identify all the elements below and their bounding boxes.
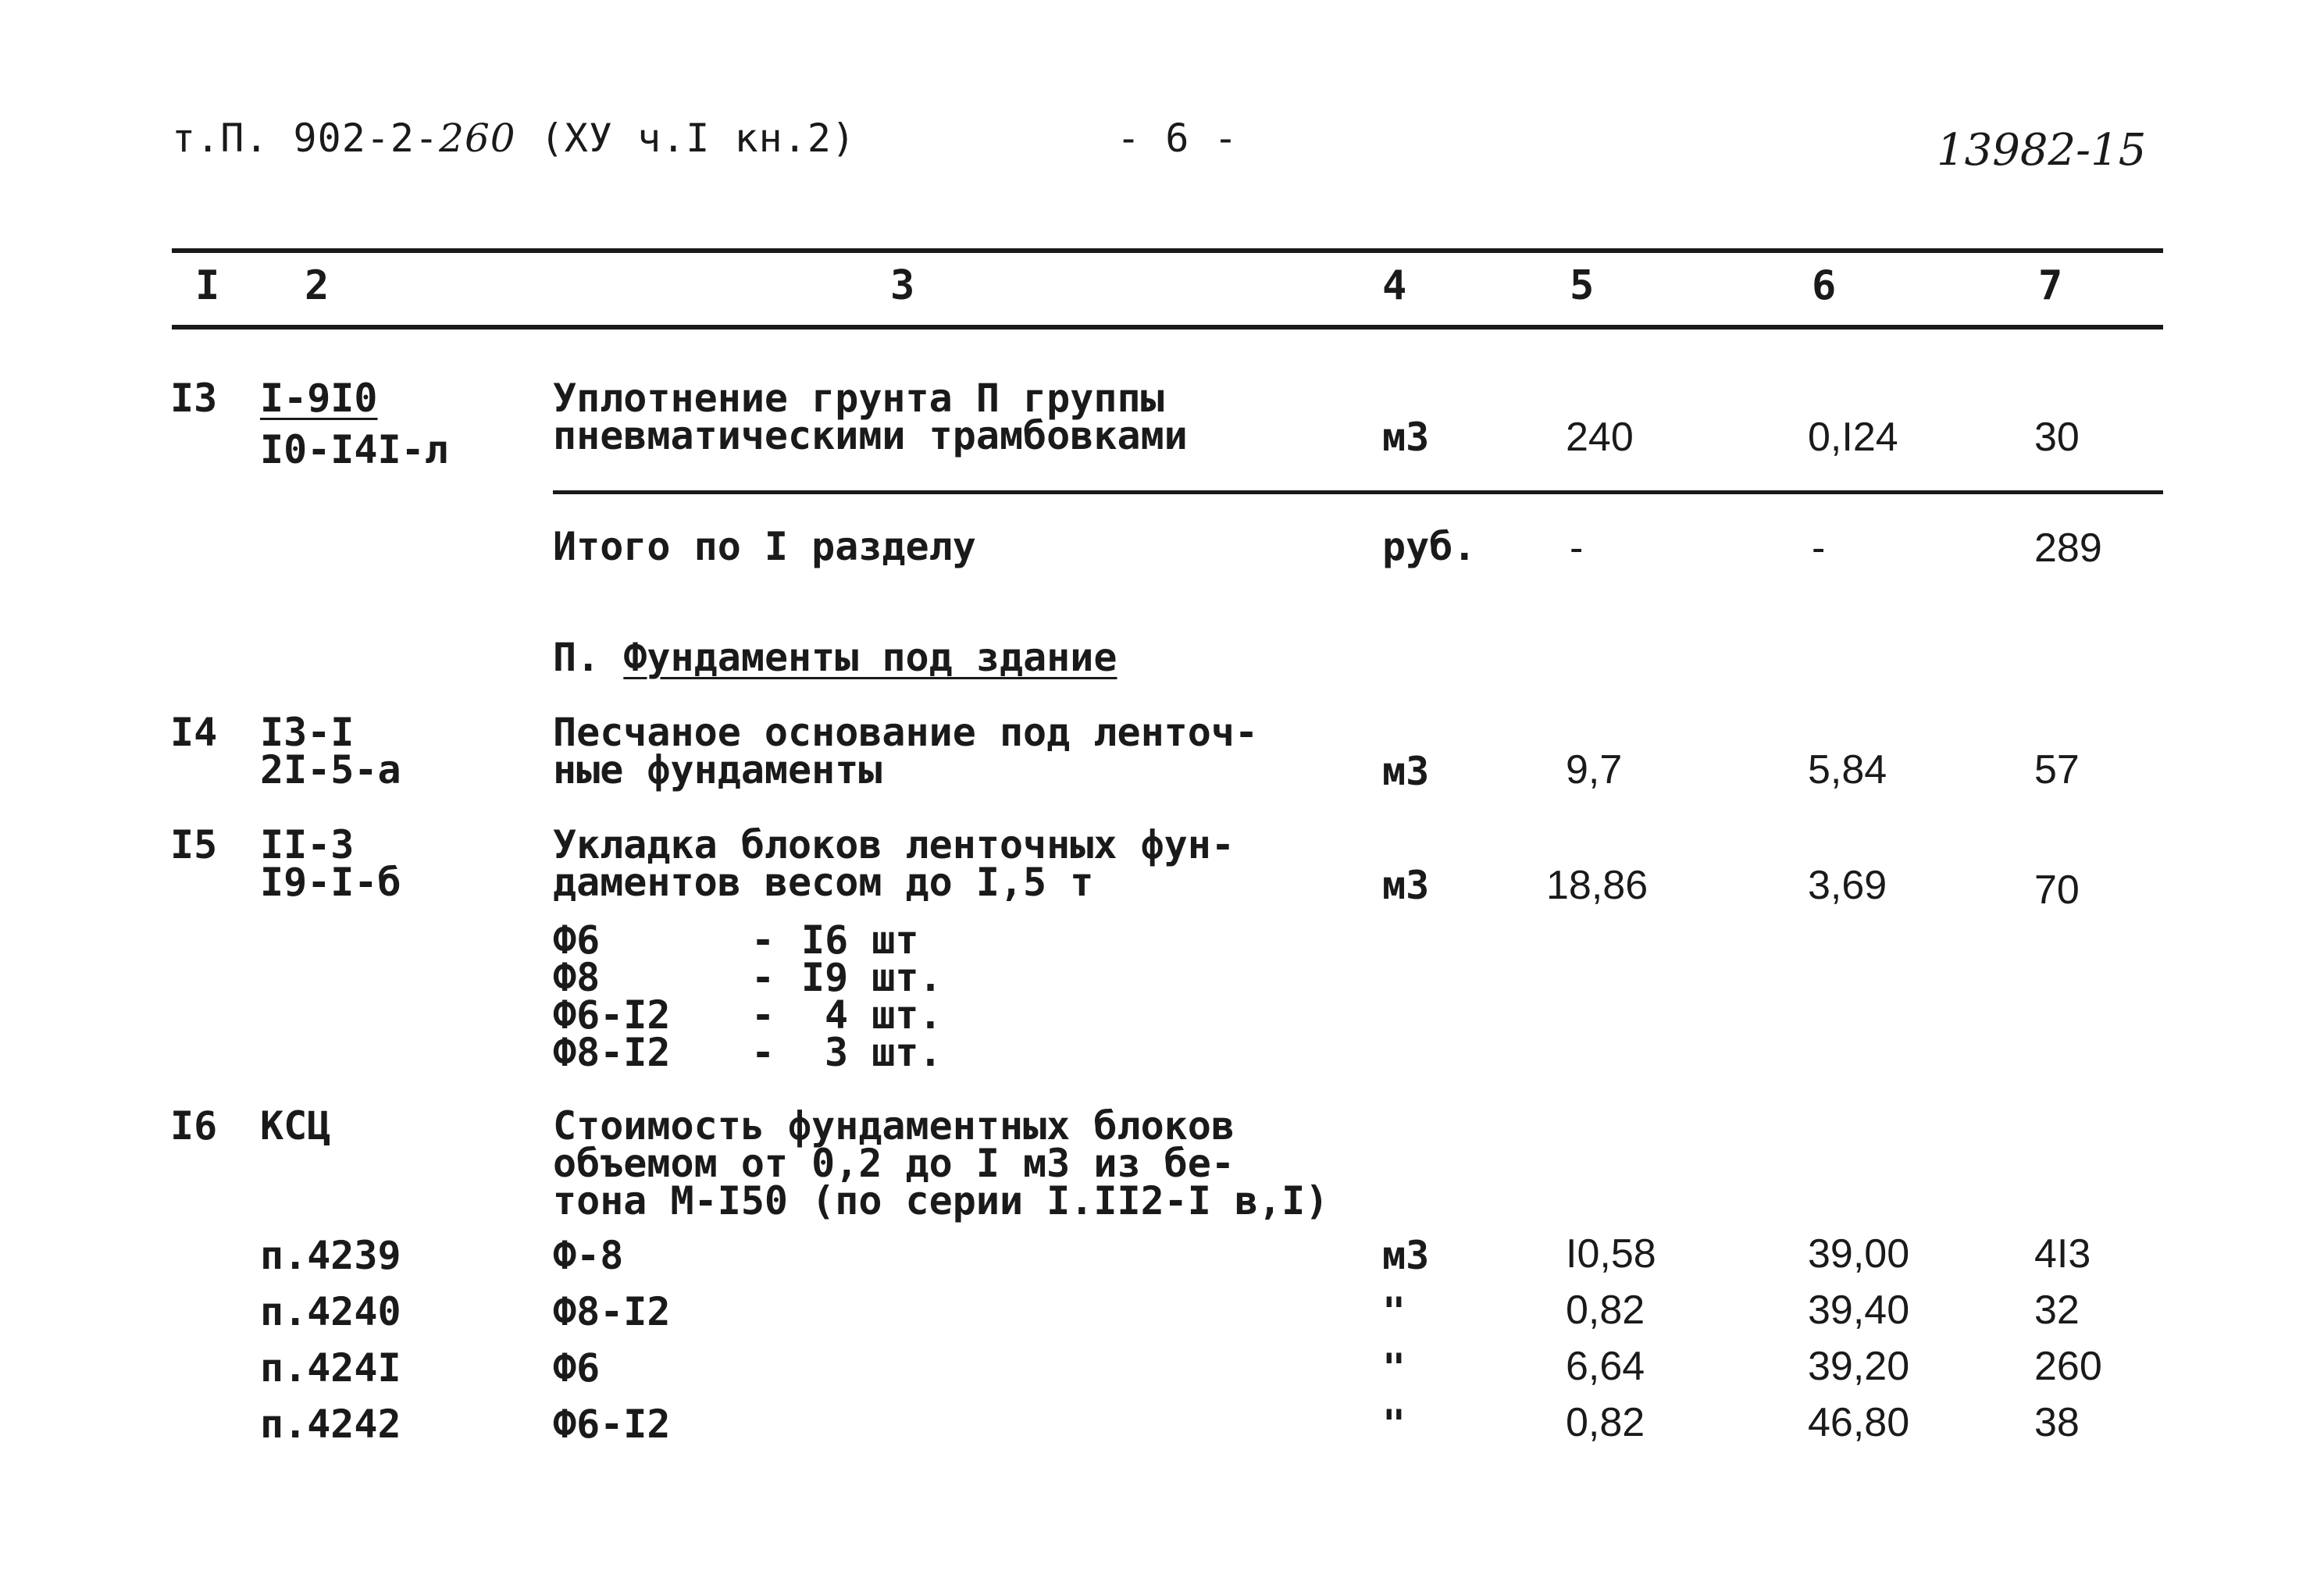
block-item-count: 4 шт. — [825, 992, 943, 1038]
row-16-description-1: Стоимость фундаментных блоков — [553, 1103, 1235, 1149]
column-header-2: 2 — [305, 262, 330, 309]
price-line-quantity: 6,64 — [1566, 1344, 1645, 1389]
row-15-total: 70 — [2034, 867, 2080, 913]
row-13-total: 30 — [2034, 415, 2080, 460]
price-line-total: 32 — [2034, 1288, 2080, 1333]
row-15-unit: м3 — [1382, 863, 1430, 908]
block-item-name: Ф6 — [553, 917, 601, 963]
row-16-number: I6 — [170, 1103, 218, 1149]
price-line-unit: " — [1382, 1402, 1406, 1447]
price-line-quantity: I0,58 — [1566, 1231, 1656, 1277]
row-14-code-1: I3-I — [260, 710, 355, 755]
page-number: - 6 - — [1117, 116, 1239, 161]
price-line-name: Ф8-I2 — [553, 1289, 671, 1334]
section-title: Фундаменты под здание — [623, 635, 1117, 680]
subtotal-quantity: - — [1570, 525, 1584, 571]
block-item-name: Ф8 — [553, 955, 601, 1000]
block-item-dash: - — [751, 992, 775, 1038]
price-line-name: Ф-8 — [553, 1233, 624, 1278]
row-14-unit: м3 — [1382, 749, 1430, 794]
row-13-code-1: I-9I0 — [260, 376, 378, 421]
row-14-unit-price: 5,84 — [1808, 747, 1887, 793]
price-line-price: 46,80 — [1808, 1400, 1910, 1445]
price-line-quantity: 0,82 — [1566, 1288, 1645, 1333]
price-line-code: п.424I — [260, 1345, 401, 1391]
price-line-name: Ф6 — [553, 1345, 601, 1391]
price-line-unit: м3 — [1382, 1233, 1430, 1278]
row-13-description-2: пневматическими трамбовками — [553, 413, 1188, 458]
block-item-dash: - — [751, 955, 775, 1000]
archive-stamp-number: 13982-15 — [1937, 125, 2147, 176]
block-item-count: 3 шт. — [825, 1030, 943, 1075]
document-code-handwritten: 260 — [439, 116, 516, 161]
subtotal-label: Итого по I разделу — [553, 524, 976, 569]
row-13-description-1: Уплотнение грунта П группы — [553, 376, 1164, 421]
subtotal-unit: руб. — [1382, 524, 1477, 569]
price-line-unit: " — [1382, 1345, 1406, 1391]
row-13-quantity: 240 — [1566, 415, 1634, 460]
price-line-unit: " — [1382, 1289, 1406, 1334]
price-line-total: 260 — [2034, 1344, 2102, 1389]
row-16-code: КСЦ — [260, 1103, 331, 1149]
row-15-quantity: 18,86 — [1546, 863, 1649, 908]
row-16-description-3: тона М-I50 (по серии I.II2-I в,I) — [553, 1178, 1329, 1224]
block-item-count: I6 шт — [801, 917, 919, 963]
document-code-prefix: т.П. 902-2- — [172, 116, 440, 161]
row-14-description-1: Песчаное основание под ленточ- — [553, 710, 1259, 755]
row-14-quantity: 9,7 — [1566, 747, 1623, 793]
price-line-code: п.4239 — [260, 1233, 401, 1278]
block-item-dash: - — [751, 1030, 775, 1075]
column-header-1: I — [195, 262, 220, 309]
row-15-description-2: даментов весом до I,5 т — [553, 860, 1094, 905]
price-line-total: 4I3 — [2034, 1231, 2091, 1277]
section-heading — [553, 635, 1117, 680]
price-line-price: 39,00 — [1808, 1231, 1910, 1277]
row-14-number: I4 — [170, 710, 218, 755]
row-15-unit-price: 3,69 — [1808, 863, 1887, 908]
row-15-code-2: I9-I-б — [260, 860, 401, 905]
row-14-total: 57 — [2034, 747, 2080, 793]
price-line-code: п.4242 — [260, 1402, 401, 1447]
row-13-unit: м3 — [1382, 415, 1430, 460]
price-line-total: 38 — [2034, 1400, 2080, 1445]
document-code-suffix: (ХУ ч.I кн.2) — [540, 116, 857, 161]
subtotal-rule — [553, 490, 2163, 494]
subtotal-price: - — [1812, 525, 1826, 571]
document-code — [172, 116, 856, 161]
column-header-6: 6 — [1812, 262, 1837, 309]
table-header-rule — [172, 325, 2163, 329]
row-13-code-2: I0-I4I-л — [260, 427, 448, 472]
row-15-description-1: Укладка блоков ленточных фун- — [553, 822, 1235, 867]
column-header-4: 4 — [1382, 262, 1407, 309]
section-number: П. — [553, 635, 601, 680]
block-item-name: Ф6-I2 — [553, 992, 671, 1038]
row-15-code-1: II-3 — [260, 822, 355, 867]
row-13-number: I3 — [170, 376, 218, 421]
table-top-rule — [172, 248, 2163, 253]
price-line-name: Ф6-I2 — [553, 1402, 671, 1447]
column-header-3: 3 — [890, 262, 915, 309]
subtotal-total: 289 — [2034, 525, 2102, 571]
column-header-7: 7 — [2038, 262, 2063, 309]
price-line-price: 39,20 — [1808, 1344, 1910, 1389]
row-15-number: I5 — [170, 822, 218, 867]
block-item-name: Ф8-I2 — [553, 1030, 671, 1075]
row-13-unit-price: 0,I24 — [1808, 415, 1898, 460]
block-item-count: I9 шт. — [801, 955, 943, 1000]
price-line-quantity: 0,82 — [1566, 1400, 1645, 1445]
row-14-description-2: ные фундаменты — [553, 747, 882, 793]
block-item-dash: - — [751, 917, 775, 963]
price-line-price: 39,40 — [1808, 1288, 1910, 1333]
row-14-code-2: 2I-5-а — [260, 747, 401, 793]
column-header-5: 5 — [1570, 262, 1595, 309]
price-line-code: п.4240 — [260, 1289, 401, 1334]
row-16-description-2: объемом от 0,2 до I м3 из бе- — [553, 1141, 1235, 1186]
